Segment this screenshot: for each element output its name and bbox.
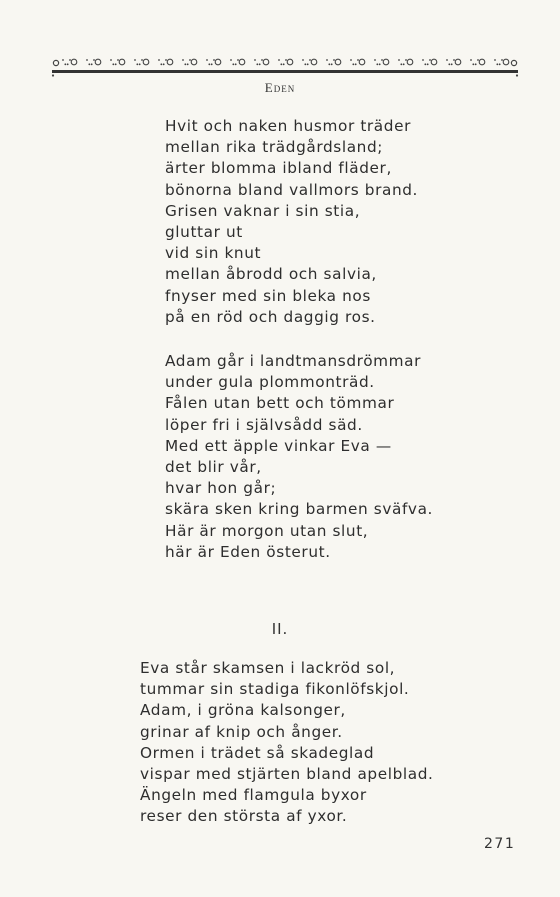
verse-line: bönorna bland vallmors brand. — [165, 180, 419, 199]
verse-line: Ormen i trädet så skadeglad — [140, 743, 375, 762]
verse-line: under gula plommonträd. — [165, 373, 375, 392]
verse-line: hvar hon går; — [165, 479, 277, 498]
verse-line: vid sin knut — [165, 244, 262, 263]
verse-line: ärter blomma ibland fläder, — [165, 159, 392, 178]
verse-line: här är Eden österut. — [165, 542, 331, 561]
section-number: II. — [271, 620, 289, 638]
verse-line: på en röd och daggig ros. — [165, 307, 376, 326]
verse-line: mellan rika trädgårdsland; — [165, 138, 384, 157]
verse-line: Fålen utan bett och tömmar — [165, 394, 395, 413]
verse-line: fnyser med sin bleka nos — [165, 286, 371, 305]
verse-line: det blir vår, — [165, 457, 262, 476]
verse-line: Med ett äpple vinkar Eva — — [165, 436, 392, 455]
verse-line: tummar sin stadiga fikonlöfskjol. — [140, 680, 410, 699]
running-head: Eden — [264, 80, 296, 95]
verse-line: grinar af knip och ånger. — [140, 722, 343, 741]
header-ornament-band — [50, 55, 520, 77]
verse-line: vispar med stjärten bland apelblad. — [140, 764, 434, 783]
page-number: 271 — [484, 836, 516, 852]
stanza-1 — [165, 116, 418, 328]
verse-line: Hvit och naken husmor träder — [165, 117, 411, 135]
stanza-2 — [165, 351, 433, 563]
verse-line: reser den största af yxor. — [140, 807, 348, 826]
verse-line: Adam, i gröna kalsonger, — [140, 701, 346, 720]
verse-line: Här är morgon utan slut, — [165, 521, 369, 540]
verse-line: Adam går i landtmansdrömmar — [165, 352, 422, 370]
verse-line: gluttar ut — [165, 222, 243, 241]
verse-line: löper fri i självsådd säd. — [165, 415, 363, 434]
verse-line: mellan åbrodd och salvia, — [165, 265, 377, 284]
verse-line: Eva står skamsen i lackröd sol, — [140, 659, 396, 677]
stanza-3 — [140, 658, 434, 828]
verse-line: Ängeln med flamgula byxor — [140, 786, 367, 805]
verse-line: skära sken kring barmen sväfva. — [165, 500, 434, 519]
verse-line: Grisen vaknar i sin stia, — [165, 201, 361, 220]
